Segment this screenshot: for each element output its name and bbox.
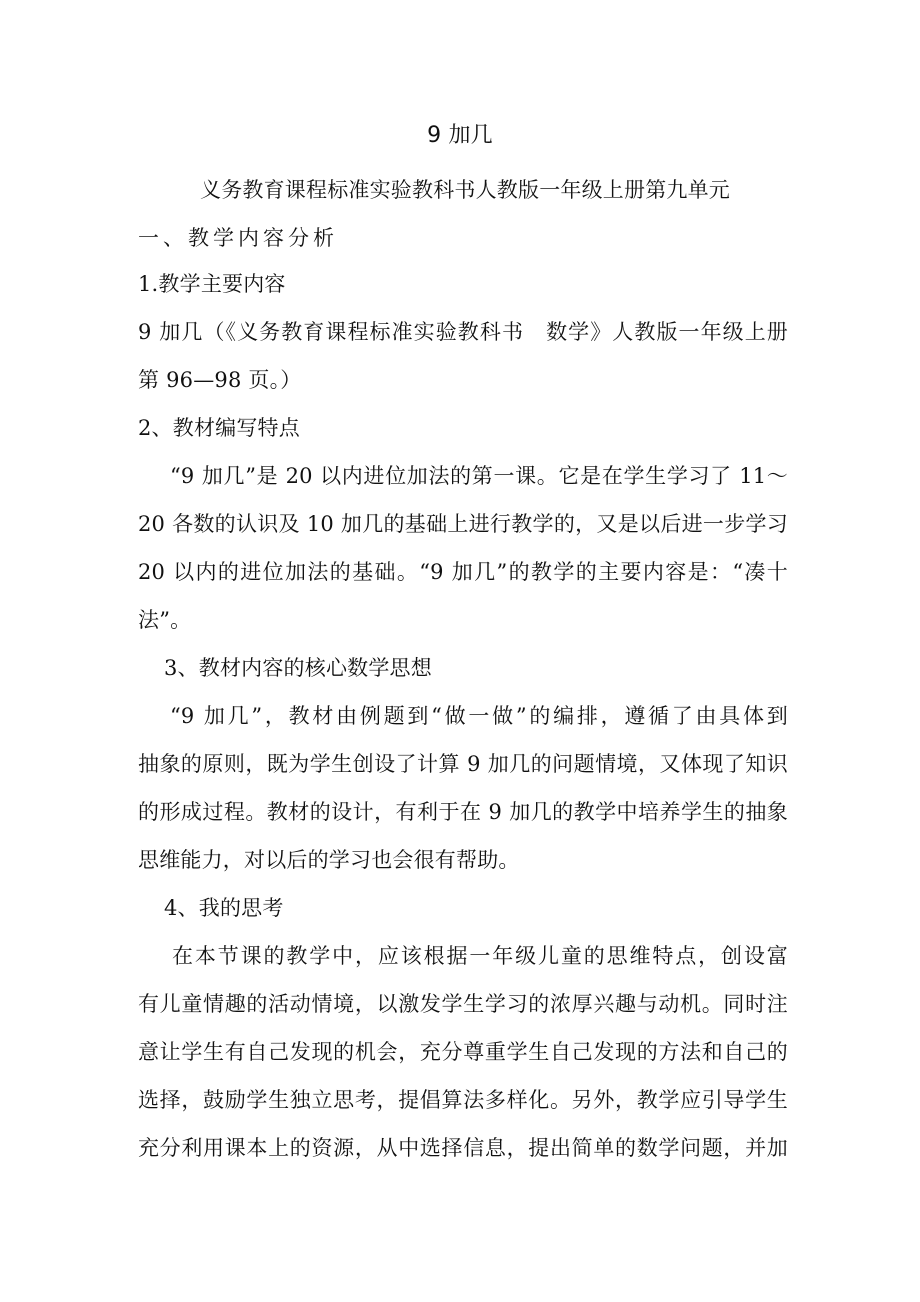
section-heading-1: 一、教学内容分析 <box>138 226 338 250</box>
paragraph-line: 法”。 <box>138 608 192 632</box>
subsection-heading-1: 1.教学主要内容 <box>138 272 286 296</box>
subtitle: 义务教育课程标准实验教科书人教版一年级上册第九单元 <box>200 178 730 202</box>
subsection-heading-2: 2、教材编写特点 <box>138 416 300 440</box>
paragraph-line: 9 加几（《义务教育课程标准实验教科书 数学》人教版一年级上册 <box>138 320 788 344</box>
paragraph-line: “9 加几”是 20 以内进位加法的第一课。它是在学生学习了 11～ <box>170 464 788 488</box>
paragraph-line: 意让学生有自己发现的机会，充分尊重学生自己发现的方法和自己的 <box>138 1040 788 1064</box>
paragraph-line: 充分利用课本上的资源，从中选择信息，提出简单的数学问题，并加 <box>138 1136 788 1160</box>
paragraph-line: 有儿童情趣的活动情境，以激发学生学习的浓厚兴趣与动机。同时注 <box>138 992 788 1016</box>
paragraph-line: 20 以内的进位加法的基础。“9 加几”的教学的主要内容是：“凑十 <box>138 560 788 584</box>
subsection-heading-4: 4、我的思考 <box>164 896 284 920</box>
paragraph-line: 抽象的原则，既为学生创设了计算 9 加几的问题情境，又体现了知识 <box>138 752 788 776</box>
subsection-heading-3: 3、教材内容的核心数学思想 <box>164 656 432 680</box>
paragraph-line: 20 各数的认识及 10 加几的基础上进行教学的，又是以后进一步学习 <box>138 512 788 536</box>
paragraph-line: “9 加几”，教材由例题到“做一做”的编排，遵循了由具体到 <box>170 704 788 728</box>
paragraph-line: 在本节课的教学中，应该根据一年级儿童的思维特点，创设富 <box>172 944 788 968</box>
paragraph-line: 的形成过程。教材的设计，有利于在 9 加几的教学中培养学生的抽象 <box>138 800 788 824</box>
paragraph-line: 思维能力，对以后的学习也会很有帮助。 <box>138 848 520 872</box>
page-title: 9 加几 <box>427 123 493 148</box>
paragraph-line: 选择，鼓励学生独立思考，提倡算法多样化。另外，教学应引导学生 <box>138 1088 788 1112</box>
paragraph-line: 第 96—98 页。） <box>138 368 302 392</box>
